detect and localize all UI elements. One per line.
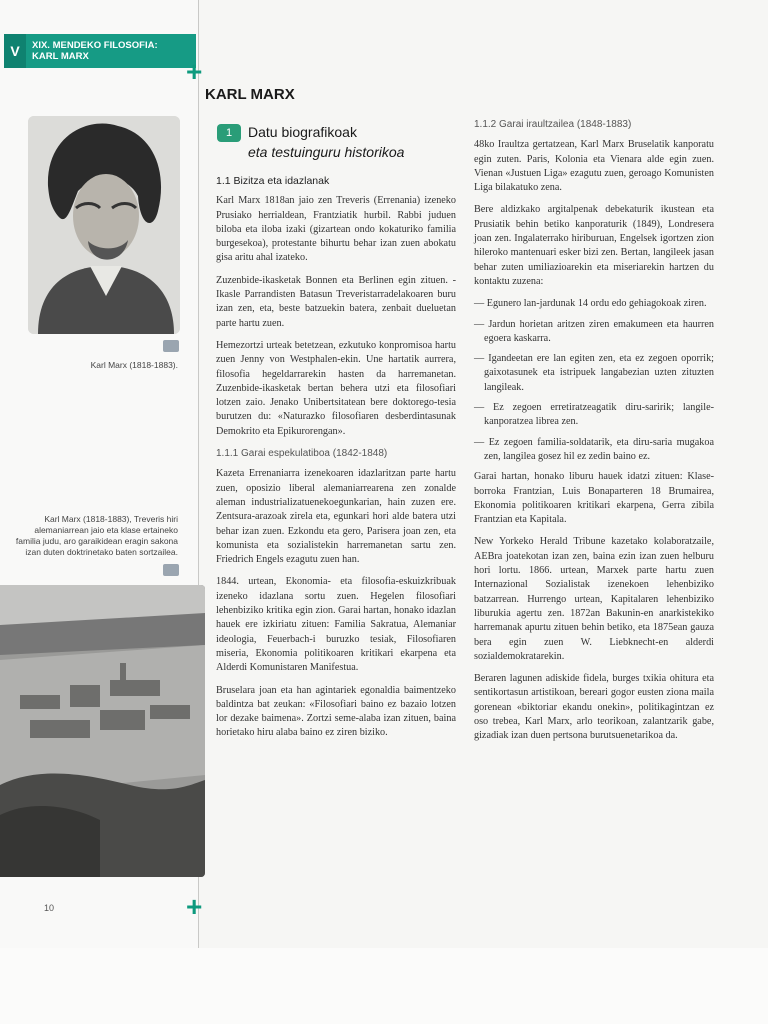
image-icon (163, 564, 179, 576)
list-item: — Ez zegoen erretiratzeagatik diru-saririk; langile-kanporatzea librea zen. (474, 402, 714, 428)
image-icon (163, 340, 179, 352)
section-title (248, 122, 404, 162)
section-title-line1: Datu biografikoak (248, 124, 357, 140)
registration-mark-bottom: + (186, 891, 203, 922)
paragraph: New Yorkeko Herald Tribune kazetako kolaboratzaile, AEBra joatekotan izan zen, baina ezin izan zuen helburu hori lortu. 1866. urtean, Marxek parte hartu zuen Internazional Sozialistak izenekoen lehenbiziko batzarrean. Hurrengo urtean, Kapitalaren lehenbiziko liburukia agertu zen. 1872an Bakunin-en anarkistekiko harremanak apurtu zituen behin betiko, eta 1875ean gauza bera egin zuen W. Liebknecht-en alderdi sozialdemokratarekin. (474, 536, 714, 662)
chapter-title-line1: XIX. MENDEKO FILOSOFIA: (32, 40, 158, 51)
page-title: KARL MARX (205, 86, 295, 103)
paragraph: 48ko Iraultza gertatzean, Karl Marx Bruselatik kanporatu egin zuten. Paris, Kolonia eta Vienara alde egin zuen. Vienan «Justuen Liga» ezagutu zuen, geroago Komunisten Liga bilakatuko zena. (474, 139, 714, 194)
marx-portrait-image (28, 116, 180, 334)
caption-line: familia judu, aro garaikidean eragin sakona (15, 536, 178, 546)
paragraph: Hemezortzi urteak betetzean, ezkutuko konpromisoa hartu zuen Jenny von Westphalen-ekin. Une hartatik aurrera, filosofia hegeldarrarekin hasten da harremanetan. Zuzenbide-ikasketak bertan behera utzi eta filosofiari lotzen zaio. Jenako Unibertsitatean bere doktorego-tesia burutzen du: «Naturazko filosofiaren desberdintasunak Demokrito eta Epikurorengan». (216, 339, 456, 437)
paragraph: Beraren lagunen adiskide fidela, burges txikia ohitura eta sentikortasun artistikoan, bereari gogor eusten ziona maila gorenean «biktoriar ekandu onekin», politikagintzan ez oso trebea, Karl Marx, arlo teorikoan, zalantzarik gabe, gizadiak izan duen pertsona burutsuenetarikoa da. (474, 673, 714, 742)
paragraph: Bruselara joan eta han agintariek egonaldia baimentzeko baldintza bat zeukan: «Filosofiari baino ez bazaio lotzen lor dezake baimena». Zortzi seme-alaba izan zituen, baina horietako hiru alaba baino ez ziren biziko. (216, 684, 456, 739)
subsection-heading: 1.1.2 Garai iraultzailea (1848-1883) (474, 119, 632, 130)
caption-line: alemaniarrean jaio eta klase ertaineko (34, 525, 178, 535)
paragraph: Bere aldizkako argitalpenak debekaturik ikustean eta Prusiatik behin betiko kanporaturik (1849), Londresera joan zen. Ingalaterrako hiriburuan, Engelsek igortzen zion hileroko mantenuari esker bizi zen. Bertan, langileek jasan behar zuten umiliazioarekin eta miseriarekin hartzen du kontaktu zuzena: (474, 204, 714, 287)
subsection-heading: 1.1.1 Garai espekulatiboa (1842-1848) (216, 448, 388, 460)
left-text-column (216, 174, 456, 749)
list-item: — Jardun horietan aritzen ziren emakumeen eta haurren egoera kaskarra. (474, 318, 715, 344)
paragraph: Kazeta Errenaniarra izenekoaren idazlaritzan parte hartu zuen, oposizio liberal alemaniarrearena zen zonalde aleman industrializatuenekoegunkarian, hain zuzen ere. Zentsura-arazoak zirela eta, egunkari hori alde batera utzi behar izan zuen. Ezkondu eta gero, Parisera joan zen, eta komunista eta sozialistekin harremanetan sartu zen. Friedrich Engels ezagutu zuen han. (216, 468, 456, 566)
treveris-engraving-image (0, 585, 205, 877)
page-bottom-margin (0, 948, 768, 1024)
chapter-title-line2: KARL MARX (32, 51, 89, 62)
subsection-heading: 1.1 Bizitza eta idazlanak (216, 175, 330, 187)
paragraph: 1844. urtean, Ekonomia- eta filosofia-eskuizkribuak izeneko idazlana sortu zuen. Hegelen filosofiari lehenbiziko kritika egin zion. Garai hartan, honako idazlan hauek ere izkiriatu zituen: Familia Sakratua, Alemaniar ideologia, Feuerbach-i buruzko tesiak, Filosofiaren miseria, Ekonomia politikoaren kritikari ekarpena eta Alderdi Komunistaren Manifestua. (216, 576, 456, 674)
chapter-number: V (4, 34, 26, 68)
list-item: — Ez zegoen familia-soldatarik, eta diru-saria mugakoa zen, langilea gosez hil ez zedin baino ez. (474, 436, 714, 462)
section-number-badge: 1 (217, 124, 241, 142)
registration-mark-top: + (186, 56, 203, 87)
chapter-tab (4, 34, 196, 68)
sidebar-caption (6, 514, 178, 558)
paragraph: Zuzenbide-ikasketak Bonnen eta Berlinen egin zituen. -Ikasle Parrandisten Batasun Treveristarradelakoaren buru izan zen, eta, beste batzuekin batera, zenbait dueluetan parte hartu zuen. (216, 274, 456, 329)
conditions-list (474, 297, 714, 464)
right-text-column (474, 114, 714, 752)
list-item: — Egunero lan-jardunak 14 ordu edo gehiagokoak ziren. (474, 298, 707, 310)
section-title-line2: eta testuinguru historikoa (248, 144, 405, 160)
paragraph: Karl Marx 1818an jaio zen Treveris (Errenania) izeneko Prusiako herrialdean, Frantziatik hurbil. Rabbi juduen biloba eta iloba izaki (gizartean ondo kokaturiko familia burgesekoa), protestante bihurtu behar izan zuen abokatu gisa aritu ahal izateko. (216, 195, 456, 264)
portrait-caption: Karl Marx (1818-1883). (90, 360, 178, 370)
list-item: — Igandeetan ere lan egiten zen, eta ez zegoen oporrik; gaixotasunek eta istripuek langabezian uzten zituzten langileak. (474, 353, 714, 393)
page-number: 10 (44, 903, 55, 913)
caption-line: Karl Marx (1818-1883), Treveris hiri (44, 514, 178, 524)
caption-line: izan duten doktrinetako baten sortzailea. (25, 547, 178, 557)
paragraph: Garai hartan, honako liburu hauek idatzi zituen: Klase-borroka Frantzian, Luis Bonaparteren 18 Brumairea, Ekonomia politikoaren kritikari ekarpena, Gerra zibila Frantzian eta Kapitala. (474, 471, 714, 526)
